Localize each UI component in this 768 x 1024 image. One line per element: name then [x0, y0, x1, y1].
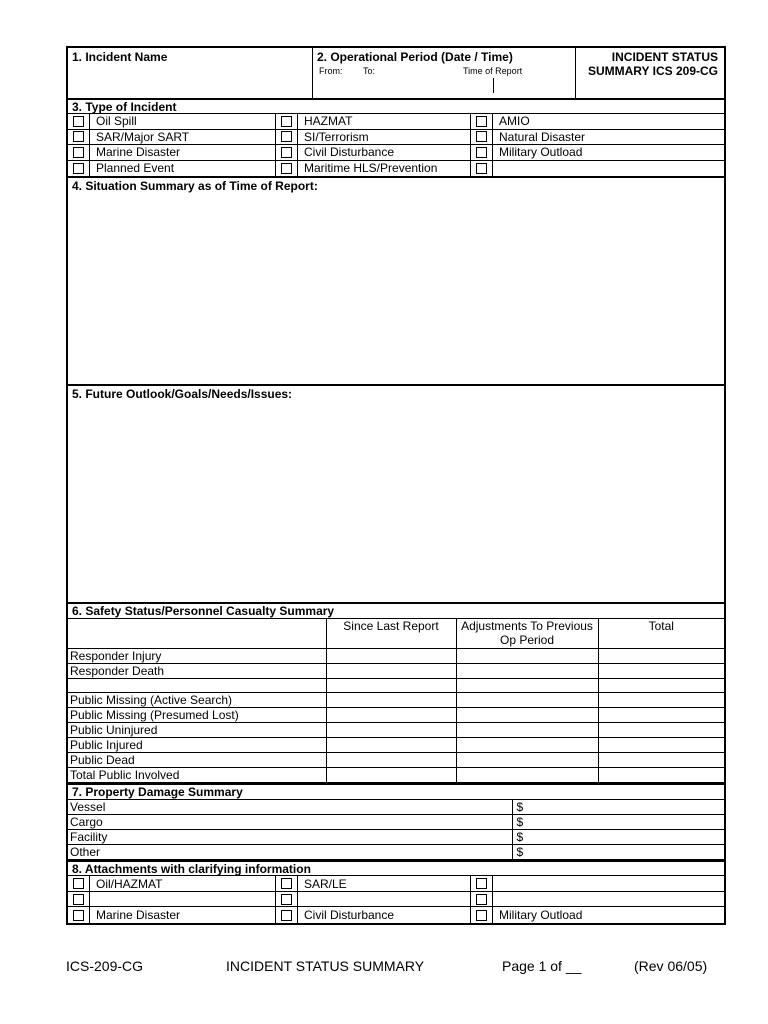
- checkbox-square: [476, 878, 487, 889]
- safety-adj-cell[interactable]: [456, 768, 598, 783]
- time-divider: [493, 78, 494, 93]
- safety-since-cell[interactable]: [326, 649, 456, 664]
- safety-row: [68, 664, 724, 679]
- property-row-label: Other: [68, 845, 512, 860]
- checkbox-square: [73, 910, 84, 921]
- checkbox-square: [281, 163, 292, 174]
- property-row: [68, 830, 724, 845]
- attachments-title: 8. Attachments with clarifying information: [68, 862, 724, 876]
- safety-row-label: Public Uninjured: [68, 723, 326, 738]
- safety-row-label: Public Injured: [68, 738, 326, 753]
- incident-type-option: [68, 114, 276, 129]
- incident-type-option: [276, 145, 471, 160]
- incident-type-option-label: Marine Disaster: [96, 145, 181, 160]
- checkbox-square: [73, 163, 84, 174]
- safety-total-cell[interactable]: [598, 708, 724, 723]
- checkbox[interactable]: [471, 114, 493, 129]
- checkbox-square: [281, 878, 292, 889]
- safety-section: [68, 602, 724, 783]
- checkbox[interactable]: [471, 145, 493, 160]
- incident-type-option: [68, 130, 276, 145]
- attachment-row: [68, 876, 724, 892]
- checkbox-square: [476, 131, 487, 142]
- incident-type-option: [276, 161, 471, 177]
- checkbox[interactable]: [276, 114, 298, 129]
- checkbox[interactable]: [68, 161, 90, 177]
- footer-form-name: INCIDENT STATUS SUMMARY: [226, 958, 425, 974]
- safety-row-label: Public Missing (Presumed Lost): [68, 708, 326, 723]
- incident-type-option-label: Maritime HLS/Prevention: [304, 161, 438, 176]
- currency-symbol: $: [516, 830, 524, 845]
- property-row: [68, 815, 724, 830]
- incident-type-option-label: HAZMAT: [304, 114, 353, 129]
- checkbox-square: [281, 131, 292, 142]
- safety-total-cell[interactable]: [598, 738, 724, 753]
- attachment-option: [68, 876, 276, 891]
- currency-symbol: $: [516, 845, 524, 860]
- safety-row: [68, 708, 724, 723]
- attachment-option: [471, 907, 724, 923]
- checkbox[interactable]: [68, 114, 90, 129]
- checkbox[interactable]: [471, 907, 493, 923]
- safety-adj-cell[interactable]: [456, 679, 598, 693]
- safety-title: 6. Safety Status/Personnel Casualty Summary: [72, 604, 335, 618]
- currency-symbol: $: [516, 800, 524, 815]
- safety-table: [68, 618, 724, 783]
- checkbox[interactable]: [68, 876, 90, 891]
- safety-total-cell[interactable]: [598, 768, 724, 783]
- form-title-line1: INCIDENT STATUS: [611, 50, 718, 64]
- attachment-option: [471, 876, 724, 891]
- incident-type-option: [276, 114, 471, 129]
- incident-type-option-label: Civil Disturbance: [304, 145, 395, 160]
- checkbox-square: [476, 116, 487, 127]
- attachment-row: [68, 892, 724, 908]
- property-row: [68, 845, 724, 860]
- safety-row: [68, 768, 724, 783]
- attachment-option-label: Civil Disturbance: [304, 908, 395, 923]
- safety-row-label: Public Dead: [68, 753, 326, 768]
- checkbox[interactable]: [68, 892, 90, 907]
- safety-row-label: Responder Death: [68, 664, 326, 679]
- checkbox-square: [476, 894, 487, 905]
- checkbox-square: [476, 163, 487, 174]
- safety-total-cell[interactable]: [598, 723, 724, 738]
- col-adjustments: Adjustments To Previous Op Period: [456, 619, 598, 649]
- property-amount-cell[interactable]: [512, 800, 724, 815]
- checkbox[interactable]: [276, 907, 298, 923]
- operational-period-label: 2. Operational Period (Date / Time): [317, 50, 513, 64]
- checkbox-square: [476, 147, 487, 158]
- attachment-option: [276, 892, 471, 907]
- incident-type-option-label: Planned Event: [96, 161, 175, 176]
- safety-since-cell[interactable]: [326, 738, 456, 753]
- checkbox[interactable]: [471, 892, 493, 907]
- checkbox-square: [73, 894, 84, 905]
- incident-type-option: [471, 114, 724, 129]
- safety-row: [68, 738, 724, 753]
- checkbox[interactable]: [471, 161, 493, 177]
- incident-type-option: [471, 161, 724, 177]
- checkbox[interactable]: [276, 130, 298, 145]
- form-title-line2: SUMMARY ICS 209-CG: [587, 64, 718, 78]
- checkbox[interactable]: [68, 130, 90, 145]
- future-outlook-section[interactable]: [68, 384, 724, 602]
- property-title: 7. Property Damage Summary: [72, 785, 243, 800]
- property-table: [68, 799, 724, 860]
- safety-total-cell[interactable]: [598, 649, 724, 664]
- from-label: From:: [319, 66, 343, 76]
- safety-total-cell[interactable]: [598, 693, 724, 708]
- property-row-label: Facility: [68, 830, 512, 845]
- footer-page: Page 1 of __: [502, 958, 582, 974]
- checkbox[interactable]: [276, 161, 298, 177]
- incident-type-option-label: AMIO: [499, 114, 530, 129]
- safety-adj-cell[interactable]: [456, 753, 598, 768]
- currency-symbol: $: [516, 815, 524, 830]
- form-title: [576, 48, 724, 98]
- attachment-option-label: Oil/HAZMAT: [96, 876, 163, 891]
- checkbox[interactable]: [471, 130, 493, 145]
- checkbox-square: [281, 147, 292, 158]
- safety-total-cell[interactable]: [598, 664, 724, 679]
- safety-total-cell[interactable]: [598, 679, 724, 693]
- safety-adj-cell[interactable]: [456, 738, 598, 753]
- incident-type-option: [471, 145, 724, 160]
- future-outlook-title: 5. Future Outlook/Goals/Needs/Issues:: [72, 387, 293, 401]
- safety-row: [68, 649, 724, 664]
- safety-since-cell[interactable]: [326, 768, 456, 783]
- property-amount-cell[interactable]: [512, 830, 724, 845]
- safety-row: [68, 753, 724, 768]
- incident-type-row: [68, 130, 724, 146]
- attachment-option: [68, 892, 276, 907]
- to-label: To:: [363, 66, 376, 76]
- checkbox[interactable]: [68, 145, 90, 160]
- attachment-option: [68, 907, 276, 923]
- incident-type-row: [68, 145, 724, 161]
- checkbox[interactable]: [471, 876, 493, 891]
- incident-type-option: [471, 130, 724, 145]
- safety-since-cell[interactable]: [326, 693, 456, 708]
- situation-summary-title: 4. Situation Summary as of Time of Report:: [72, 179, 318, 193]
- safety-row: [68, 693, 724, 708]
- time-of-report-label: Time of Report: [463, 66, 523, 76]
- safety-row-label: Responder Injury: [68, 649, 326, 664]
- incident-type-option-label: Military Outload: [499, 145, 583, 160]
- checkbox-square: [281, 116, 292, 127]
- attachment-option: [276, 907, 471, 923]
- checkbox-square: [281, 894, 292, 905]
- safety-row-label: [68, 679, 326, 693]
- attachment-option-label: Military Outload: [499, 908, 583, 923]
- incident-type-option-label: SI/Terrorism: [304, 129, 369, 144]
- safety-row: [68, 723, 724, 738]
- checkbox-square: [73, 131, 84, 142]
- safety-since-cell[interactable]: [326, 664, 456, 679]
- safety-since-cell[interactable]: [326, 723, 456, 738]
- safety-row-label: Total Public Involved: [68, 768, 326, 783]
- safety-total-cell[interactable]: [598, 753, 724, 768]
- type-of-incident-section: [68, 100, 724, 176]
- safety-since-cell[interactable]: [326, 679, 456, 693]
- attachment-row: [68, 907, 724, 923]
- attachment-option: [276, 876, 471, 891]
- checkbox[interactable]: [276, 876, 298, 891]
- type-of-incident-title: 3. Type of Incident: [68, 100, 724, 114]
- incident-type-option: [68, 145, 276, 160]
- operational-period-field[interactable]: [313, 48, 576, 98]
- safety-row: [68, 679, 724, 693]
- incident-type-option: [276, 130, 471, 145]
- form-header: [68, 48, 724, 100]
- incident-name-label: 1. Incident Name: [72, 50, 168, 64]
- property-amount-cell[interactable]: [512, 845, 724, 860]
- property-row: [68, 800, 724, 815]
- checkbox-square: [73, 878, 84, 889]
- incident-type-option-label: SAR/Major SART: [96, 129, 190, 144]
- checkbox-square: [73, 147, 84, 158]
- property-row-label: Vessel: [68, 800, 512, 815]
- safety-adj-cell[interactable]: [456, 649, 598, 664]
- property-section: [68, 783, 724, 860]
- col-since-last-report: Since Last Report: [326, 619, 456, 649]
- safety-adj-cell[interactable]: [456, 664, 598, 679]
- ics-209-form: [66, 46, 726, 925]
- safety-adj-cell[interactable]: [456, 708, 598, 723]
- safety-adj-cell[interactable]: [456, 693, 598, 708]
- checkbox[interactable]: [68, 907, 90, 923]
- property-amount-cell[interactable]: [512, 815, 724, 830]
- incident-type-option-label: Oil Spill: [96, 114, 137, 129]
- property-row-label: Cargo: [68, 815, 512, 830]
- safety-adj-cell[interactable]: [456, 723, 598, 738]
- checkbox-square: [476, 910, 487, 921]
- safety-since-cell[interactable]: [326, 708, 456, 723]
- attachment-option-label: Marine Disaster: [96, 908, 181, 923]
- incident-type-option-label: Natural Disaster: [499, 129, 586, 144]
- incident-name-field[interactable]: [68, 48, 313, 98]
- incident-type-row: [68, 114, 724, 130]
- attachment-option-label: SAR/LE: [304, 876, 347, 891]
- attachments-section: [68, 860, 724, 923]
- checkbox[interactable]: [276, 892, 298, 907]
- situation-summary-section[interactable]: [68, 176, 724, 384]
- incident-type-row: [68, 161, 724, 177]
- safety-since-cell[interactable]: [326, 753, 456, 768]
- incident-type-option: [68, 161, 276, 177]
- checkbox-square: [281, 910, 292, 921]
- attachment-option: [471, 892, 724, 907]
- col-total: Total: [598, 619, 724, 649]
- checkbox-square: [73, 116, 84, 127]
- safety-row-label: Public Missing (Active Search): [68, 693, 326, 708]
- checkbox[interactable]: [276, 145, 298, 160]
- footer-rev: (Rev 06/05): [634, 958, 708, 974]
- footer-form-id: ICS-209-CG: [66, 958, 144, 974]
